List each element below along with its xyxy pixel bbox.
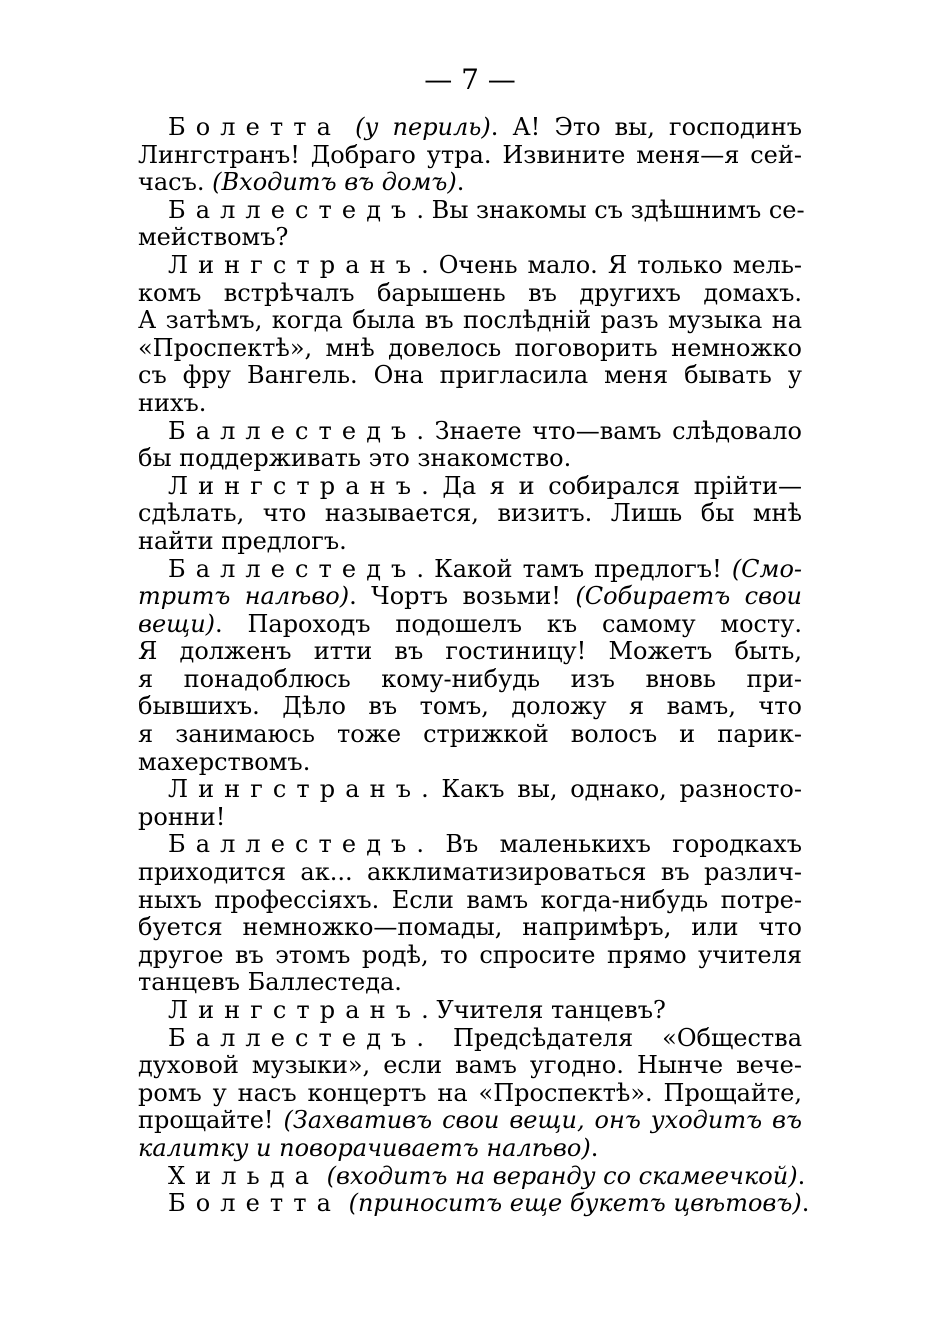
dialogue-text: . bbox=[797, 1161, 806, 1190]
text-line bbox=[138, 169, 802, 197]
dialogue-text bbox=[341, 113, 355, 141]
speaker-name: Лингстранъ bbox=[168, 996, 422, 1024]
stage-direction: (Захвативъ свои вещи, онъ уходитъ въ bbox=[283, 1106, 802, 1135]
speaker-name: Лингстранъ bbox=[168, 250, 422, 279]
text-line bbox=[138, 914, 802, 942]
speaker-name: Хильда bbox=[168, 1161, 319, 1190]
dialogue-text: махерствомъ. bbox=[138, 747, 311, 776]
dialogue-text: приходится ак... акклиматизироваться въ различ- bbox=[138, 858, 802, 887]
dialogue-text: буется немножко—помады, напримѣръ, или что bbox=[138, 913, 802, 942]
text-line bbox=[138, 776, 802, 804]
dialogue-text: бы поддерживать это знакомство. bbox=[138, 444, 572, 473]
speaker-name: Баллестедъ bbox=[168, 830, 417, 859]
speaker-name: Лингстранъ bbox=[168, 775, 422, 804]
text-line bbox=[138, 1052, 802, 1080]
dialogue-text: бывшихъ. Дѣло въ томъ, доложу я вамъ, что bbox=[138, 692, 802, 721]
text-line bbox=[138, 195, 805, 225]
text-line bbox=[138, 693, 802, 721]
text-line bbox=[138, 666, 802, 694]
text-line bbox=[138, 114, 802, 142]
text-line bbox=[138, 1025, 802, 1053]
dialogue-text: . А! Это вы, господинъ bbox=[490, 113, 803, 141]
play-text bbox=[138, 113, 810, 1218]
dialogue-text: Лингстранъ! Добраго утра. Извините меня—я сей- bbox=[138, 140, 802, 169]
stage-direction: (входитъ на веранду со скамеечкой) bbox=[326, 1161, 798, 1190]
text-line bbox=[138, 804, 802, 832]
dialogue-text: ронни! bbox=[138, 802, 226, 831]
dialogue-text: духовой музыки», если вамъ угодно. Нынче вече- bbox=[138, 1051, 802, 1080]
dialogue-text: я понадоблюсь кому-нибудь изъ вновь при- bbox=[138, 664, 802, 693]
page-number: — 7 — bbox=[424, 63, 516, 96]
stage-direction: калитку и поворачиваетъ налѣво) bbox=[138, 1133, 591, 1162]
stage-direction: вещи) bbox=[138, 609, 216, 638]
text-line bbox=[138, 307, 802, 335]
dialogue-text: ныхъ профессiяхъ. Если вамъ когда-нибудь потре- bbox=[138, 885, 802, 914]
text-line bbox=[138, 500, 802, 528]
dialogue-text: прощайте! bbox=[138, 1106, 284, 1135]
text-line bbox=[138, 252, 802, 280]
text-line bbox=[138, 1107, 802, 1135]
text-line bbox=[138, 887, 802, 915]
text-line bbox=[138, 418, 802, 446]
dialogue-text: сдѣлать, что называется, визитъ. Лишь бы мнѣ bbox=[138, 499, 802, 528]
stage-direction: (Собираетъ свои bbox=[575, 582, 802, 611]
dialogue-text: . bbox=[456, 168, 465, 197]
dialogue-text: . Чортъ возьми! bbox=[349, 582, 576, 611]
speaker-name: Болетта bbox=[168, 113, 341, 141]
dialogue-text: А затѣмъ, когда была въ послѣднiй разъ музыка на bbox=[138, 306, 802, 335]
text-line bbox=[138, 528, 802, 556]
text-line bbox=[138, 335, 802, 363]
dialogue-text: съ фру Вангель. Она пригласила меня бывать у bbox=[138, 361, 802, 390]
text-line bbox=[138, 611, 802, 639]
stage-direction: (приноситъ еще букетъ цвѣтовъ) bbox=[348, 1189, 802, 1218]
text-line bbox=[138, 638, 802, 666]
dialogue-text: мействомъ? bbox=[138, 223, 289, 252]
dialogue-text: Я долженъ итти въ гостиницу! Можетъ быть, bbox=[138, 637, 802, 666]
stage-direction: (у периль) bbox=[355, 113, 491, 141]
dialogue-text: . bbox=[590, 1133, 599, 1162]
speaker-name: Болетта bbox=[168, 1189, 341, 1218]
dialogue-text: танцевъ Баллестеда. bbox=[138, 968, 402, 997]
book-page bbox=[138, 62, 810, 1218]
dialogue-text bbox=[319, 1162, 327, 1190]
text-line bbox=[138, 1161, 806, 1191]
dialogue-text: . Предсѣдателя «Общества bbox=[416, 1023, 802, 1052]
dialogue-text: другое въ этомъ родѣ, то спросите прямо учителя bbox=[138, 940, 802, 969]
text-line bbox=[138, 1189, 810, 1218]
text-line bbox=[138, 390, 802, 418]
dialogue-text: . Вы знакомы съ здѣшнимъ се- bbox=[416, 195, 805, 224]
dialogue-text: я занимаюсь тоже стрижкой волосъ и парик- bbox=[138, 720, 802, 749]
dialogue-text: . Въ маленькихъ городкахъ bbox=[416, 830, 802, 859]
speaker-name: Баллестедъ bbox=[168, 195, 417, 224]
speaker-name: Баллестедъ bbox=[168, 554, 417, 583]
text-line bbox=[138, 224, 802, 252]
dialogue-text: . Знаете что—вамъ слѣдовало bbox=[416, 416, 802, 445]
text-line bbox=[138, 1080, 802, 1108]
dialogue-text: ромъ у насъ концертъ на «Проспектѣ». Прощайте, bbox=[138, 1078, 802, 1107]
dialogue-text: «Проспектѣ», мнѣ довелось поговорить немножко bbox=[138, 333, 802, 362]
stage-direction: тритъ налѣво) bbox=[138, 582, 350, 611]
text-line bbox=[138, 280, 802, 308]
dialogue-text: . Да я и собирался прiйти— bbox=[421, 471, 802, 500]
dialogue-text: . Очень мало. Я только мель- bbox=[421, 250, 802, 279]
dialogue-text: . Учителя танцевъ? bbox=[421, 996, 666, 1024]
dialogue-text: . Какой тамъ предлогъ! bbox=[416, 554, 732, 583]
stage-direction: (Входитъ въ домъ) bbox=[212, 168, 457, 197]
text-line bbox=[138, 997, 802, 1025]
text-line bbox=[138, 859, 802, 887]
dialogue-text bbox=[341, 1189, 349, 1217]
text-line bbox=[138, 942, 802, 970]
speaker-name: Лингстранъ bbox=[168, 471, 422, 500]
text-line bbox=[138, 749, 802, 777]
dialogue-text: . Пароходъ подошелъ къ самому мосту. bbox=[215, 609, 802, 638]
dialogue-text: часъ. bbox=[138, 168, 213, 197]
speaker-name: Баллестедъ bbox=[168, 416, 417, 445]
dialogue-text: . Какъ вы, однако, разносто- bbox=[421, 775, 802, 804]
dialogue-text: комъ встрѣчалъ барышень въ другихъ домахъ. bbox=[138, 278, 802, 307]
text-line bbox=[138, 445, 802, 473]
stage-direction: (Смо- bbox=[731, 554, 802, 583]
dialogue-text: нихъ. bbox=[138, 388, 207, 417]
text-line bbox=[138, 831, 802, 859]
text-line bbox=[138, 583, 802, 611]
dialogue-text: . bbox=[801, 1189, 810, 1218]
text-line bbox=[138, 721, 802, 749]
text-line bbox=[138, 1135, 802, 1163]
text-line bbox=[138, 142, 802, 170]
text-line bbox=[138, 362, 802, 390]
speaker-name: Баллестедъ bbox=[168, 1023, 417, 1052]
text-line bbox=[138, 556, 802, 584]
dialogue-text: найти предлогъ. bbox=[138, 526, 347, 555]
text-line bbox=[138, 473, 802, 501]
text-line bbox=[138, 969, 802, 997]
